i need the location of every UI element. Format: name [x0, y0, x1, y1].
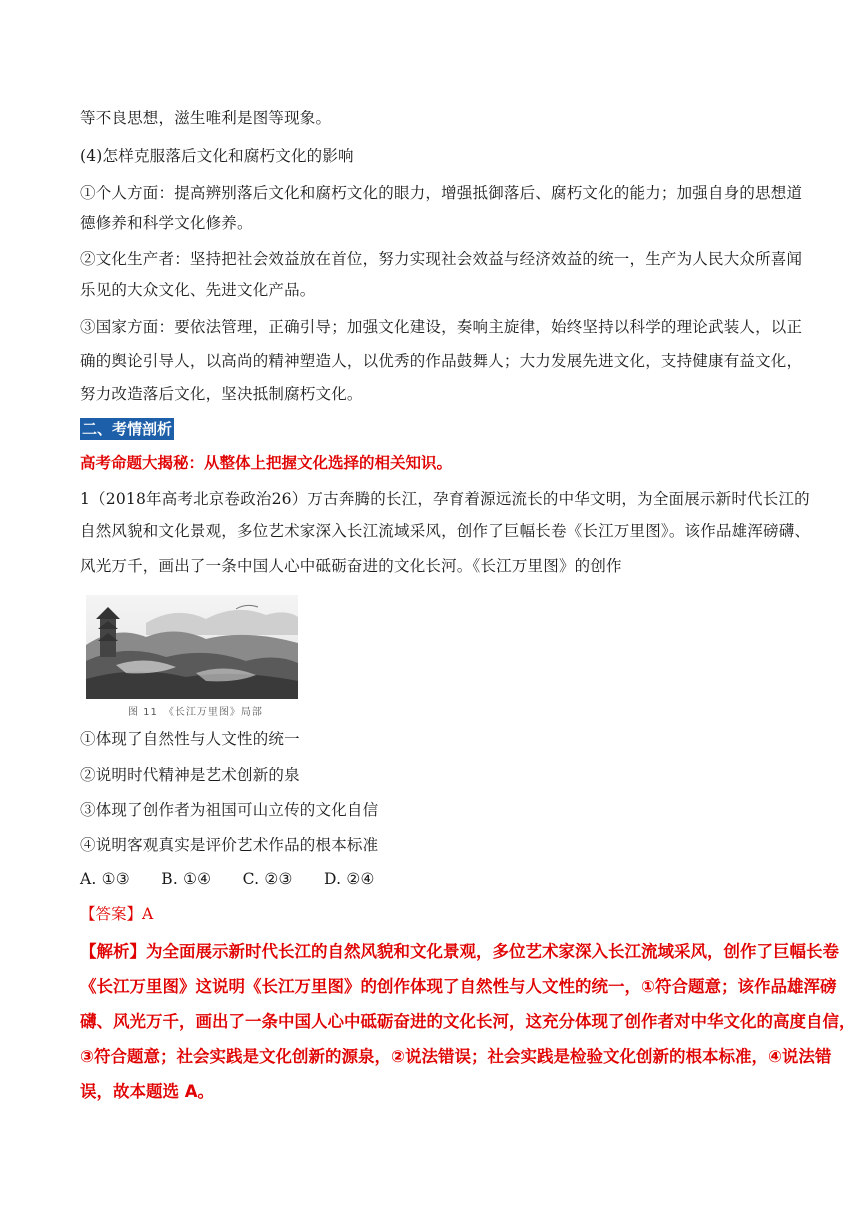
analysis-line: 《长江万里图》这说明《长江万里图》的创作体现了自然性与人文性的统一，①符合题意；该作品雄浑磅 — [80, 977, 837, 996]
question-line: 1（2018年高考北京卷政治26）万古奔腾的长江，孕育着源远流长的中华文明，为全面展示新时代长江的 — [80, 490, 810, 508]
analysis-line: 【解析】为全面展示新时代长江的自然风貌和文化景观，多位艺术家深入长江流域采风，创作了巨幅长卷 — [80, 942, 839, 961]
option-1: ①体现了自然性与人文性的统一 — [80, 730, 300, 748]
option-2: ②说明时代精神是艺术创新的泉 — [80, 766, 300, 784]
subsection-title: (4)怎样克服落后文化和腐朽文化的影响 — [80, 147, 354, 165]
body-line: ③国家方面：要依法管理，正确引导；加强文化建设，奏响主旋律，始终坚持以科学的理论武装人，以正 — [80, 318, 803, 336]
body-line: ②文化生产者：坚持把社会效益放在首位，努力实现社会效益与经济效益的统一，生产为人民大众所喜闻 — [80, 250, 803, 268]
analysis-line: 误，故本题选 A。 — [80, 1082, 215, 1101]
body-line: 等不良思想，滋生唯利是图等现象。 — [80, 109, 332, 127]
option-4: ④说明客观真实是评价艺术作品的根本标准 — [80, 836, 379, 854]
body-line: ①个人方面：提高辨别落后文化和腐朽文化的眼力，增强抵御落后、腐朽文化的能力；加强自身的思想道 — [80, 184, 803, 202]
body-line: 乐见的大众文化、先进文化产品。 — [80, 281, 316, 299]
analysis-line: ③符合题意；社会实践是文化创新的源泉，②说法错误；社会实践是检验文化创新的根本标准，④说法错 — [80, 1047, 832, 1066]
figure-caption: 图 11 《长江万里图》局部 — [128, 707, 263, 718]
option-3: ③体现了创作者为祖国可山立传的文化自信 — [80, 801, 379, 819]
body-line: 努力改造落后文化，坚决抵制腐朽文化。 — [80, 385, 363, 403]
analysis-line: 礴、风光万千，画出了一条中国人心中砥砺奋进的文化长河，这充分体现了创作者对中华文化的高度自信， — [80, 1012, 856, 1031]
body-line: 确的舆论引导人，以高尚的精神塑造人，以优秀的作品鼓舞人；大力发展先进文化，支持健康有益文化， — [80, 352, 803, 370]
section-heading: 二、考情剖析 — [82, 420, 173, 438]
body-line: 德修养和科学文化修养。 — [80, 214, 253, 232]
answer-choices: A. ①③ B. ①④ C. ②③ D. ②④ — [80, 870, 375, 888]
yangtze-painting-image — [86, 595, 298, 699]
question-line: 风光万千，画出了一条中国人心中砥砺奋进的文化长河。《长江万里图》的创作 — [80, 557, 622, 575]
answer-label: 【答案】A — [80, 905, 154, 923]
exam-reveal-line: 高考命题大揭秘：从整体上把握文化选择的相关知识。 — [80, 453, 453, 472]
question-line: 自然风貌和文化景观，多位艺术家深入长江流域采风，创作了巨幅长卷《长江万里图》。该作品雄浑磅礴、 — [80, 522, 811, 540]
